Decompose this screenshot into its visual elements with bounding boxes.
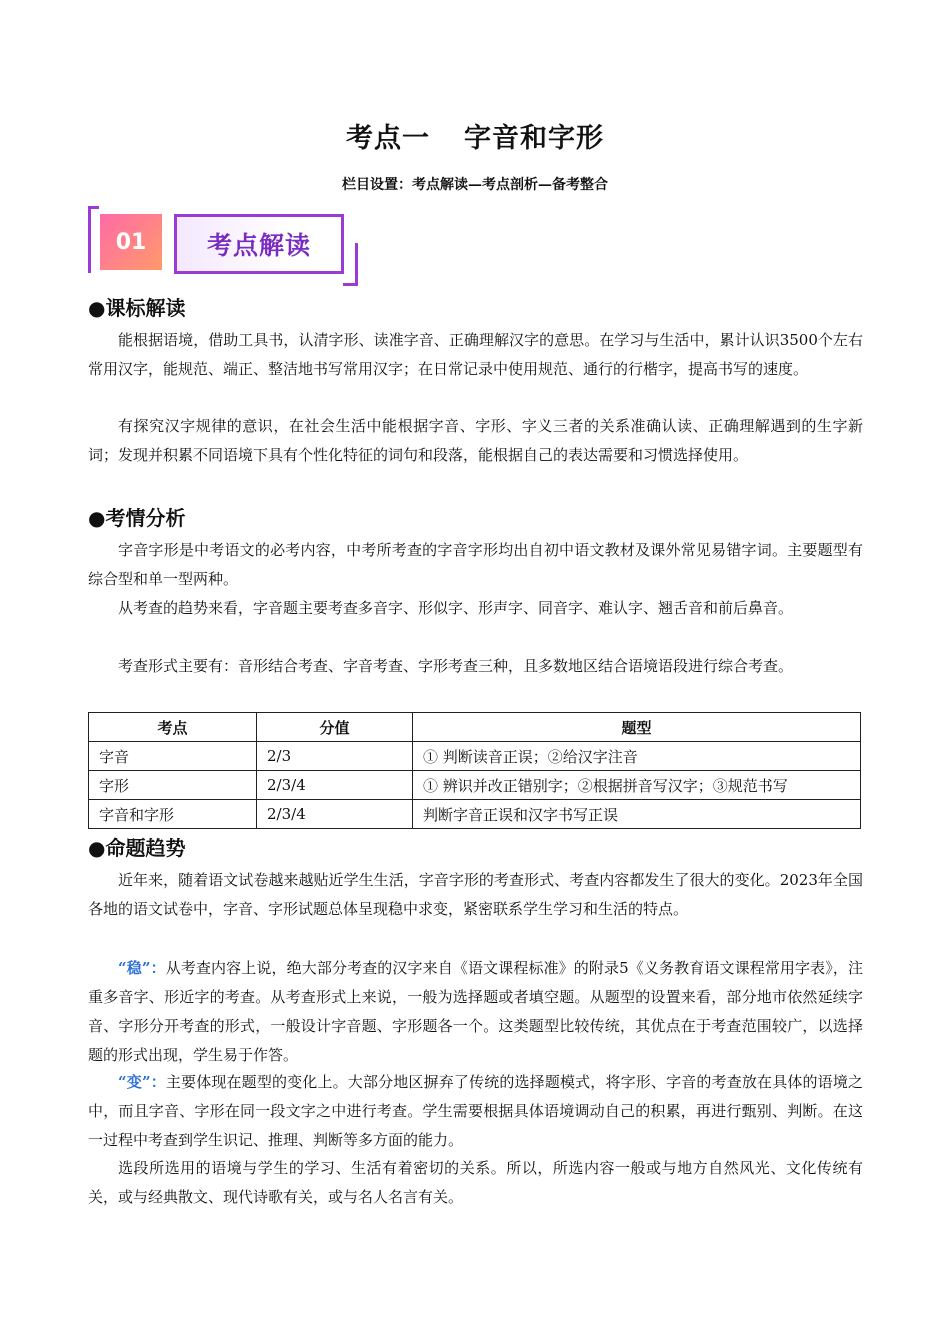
table-header: 题型 [413,713,861,742]
mingti-bian-para [88,1068,863,1155]
table-cell: 2/3 [257,742,413,771]
kaoqing-para-1: 字音字形是中考语文的必考内容，中考所考查的字音字形均出自初中语文教材及课外常见易错字词。主要题型有综合型和单一型两种。 [88,541,863,588]
column-subtitle: 栏目设置：考点解读—考点剖析—备考整合 [342,177,608,193]
mingti-wen-para [88,954,863,1070]
banner-corner-top-left [88,206,99,273]
kebiao-para-1: 能根据语境，借助工具书，认清字形、读准字音、正确理解汉字的意思。在学习与生活中，累计认识3500个左右常用汉字，能规范、端正、整洁地书写常用汉字；在日常记录中使用规范、通行的行楷字，提高书写的速度。 [88,331,863,378]
table-header: 考点 [89,713,257,742]
wen-text: 从考查内容上说，绝大部分考查的汉字来自《语文课程标准》的附录5《义务教育语文课程常用字表》，注重多音字、形近字的考查。从考查形式上来说，一般为选择题或者填空题。从题型的设置来看，部分地市依然延续字音、字形分开考查的形式，一般设计字音题、字形题各一个。这类题型比较传统，其优点在于考查范围较广，以选择题的形式出现，学生易于作答。 [88,959,863,1064]
table-cell: 字音 [89,742,257,771]
table-cell: 判断字音正误和汉字书写正误 [413,800,861,829]
table-cell: ① 判断读音正误；②给汉字注音 [413,742,861,771]
table-row [89,771,861,800]
section-banner [88,200,358,286]
table-cell: ① 辨识并改正错别字；②根据拼音写汉字；③规范书写 [413,771,861,800]
title-part1: 考点一 [346,123,430,154]
wen-label: “稳”： [118,959,166,977]
table-cell: 字形 [89,771,257,800]
heading-mingti: ●命题趋势 [88,836,186,860]
kaoqing-para-2: 从考查的趋势来看，字音题主要考查多音字、形似字、形声字、同音字、难认字、翘舌音和前后鼻音。 [118,599,794,617]
heading-kebiao: ●课标解读 [88,296,186,320]
kebiao-para-2: 有探究汉字规律的意识，在社会生活中能根据字音、字形、字义三者的关系准确认读、正确理解遇到的生字新词；发现并积累不同语境下具有个性化特征的词句和段落，能根据自己的表达需要和习惯选择使用。 [88,417,863,464]
table-header-row [89,713,861,742]
mingti-intro: 近年来，随着语文试卷越来越贴近学生生活，字音字形的考查形式、考查内容都发生了很大的变化。2023年全国各地的语文试卷中，字音、字形试题总体呈现稳中求变，紧密联系学生学习和生活的特点。 [88,871,863,918]
bian-text: 主要体现在题型的变化上。大部分地区摒弃了传统的选择题模式，将字形、字音的考查放在具体的语境之中，而且字音、字形在同一段文字之中进行考查。学生需要根据具体语境调动自己的积累，再进行甄别、判断。在这一过程中考查到学生识记、推理、判断等多方面的能力。 [88,1073,863,1149]
kaoqing-para-3: 考查形式主要有：音形结合考查、字音考查、字形考查三种，且多数地区结合语境语段进行综合考查。 [118,657,794,675]
table-row [89,800,861,829]
heading-kaoqing: ●考情分析 [88,506,186,530]
banner-corner-bottom-right [343,243,358,286]
banner-number-badge: 01 [100,214,162,270]
table-cell: 2/3/4 [257,771,413,800]
title-part2: 字音和字形 [464,123,604,154]
bian-label: “变”： [118,1073,166,1091]
page-title [0,116,950,155]
mingti-last: 选段所选用的语境与学生的学习、生活有着密切的关系。所以，所选内容一般或与地方自然风光、文化传统有关，或与经典散文、现代诗歌有关，或与名人名言有关。 [88,1159,863,1206]
score-table [88,712,861,829]
banner-label: 考点解读 [174,214,344,274]
table-header: 分值 [257,713,413,742]
table-row [89,742,861,771]
table-cell: 2/3/4 [257,800,413,829]
table-cell: 字音和字形 [89,800,257,829]
